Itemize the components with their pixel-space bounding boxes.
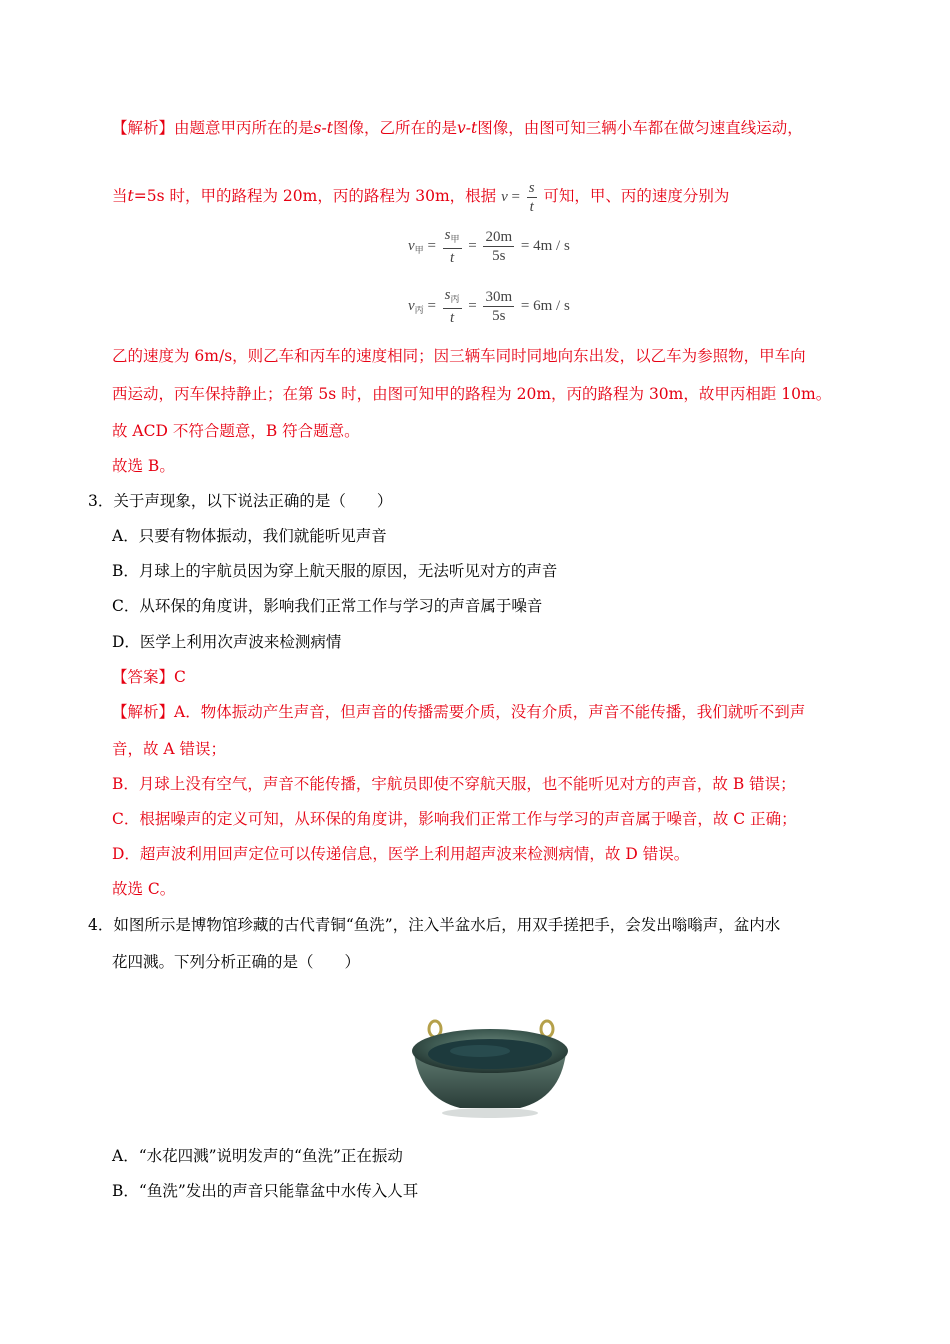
question-3-stem: 3．关于声现象，以下说法正确的是（ ） (88, 492, 393, 510)
question-3-analysis-1: 【解析】A．物体振动产生声音，但声音的传播需要介质，没有介质，声音不能传播，我们就听不到声 (112, 703, 806, 721)
question-4-option-b: B．“鱼洗”发出的声音只能靠盆中水传入人耳 (112, 1182, 419, 1200)
question-4-stem-2: 花四溅。下列分析正确的是（ ） (112, 953, 361, 971)
question-3-option-d: D．医学上利用次声波来检测病情 (112, 633, 342, 651)
question-3-analysis-2: 音，故 A 错误； (112, 740, 227, 758)
question-3-option-a: A．只要有物体振动，我们就能听见声音 (112, 527, 387, 545)
formula-bing: $v_丙$ = $\frac{s_丙}{t}$ = $\frac{30m}{5s}$ = 6m / s (408, 287, 570, 326)
analysis-line-4: 西运动，丙车保持静止；在第 5s 时，由图可知甲的路程为 20m，丙的路程为 30m，故甲丙相距 10m。 (112, 385, 832, 403)
question-3-analysis-4: C．根据噪声的定义可知，从环保的角度讲，影响我们正常工作与学习的声音属于噪音，故 C 正确； (112, 810, 797, 828)
question-3-analysis-5: D．超声波利用回声定位可以传递信息，医学上利用超声波来检测病情，故 D 错误。 (112, 845, 690, 863)
question-3-analysis-3: B．月球上没有空气，声音不能传播，宇航员即使不穿航天服，也不能听见对方的声音，故 B 错误； (112, 775, 796, 793)
analysis-conclusion: 故选 B。 (112, 457, 175, 475)
question-3-option-b: B．月球上的宇航员因为穿上航天服的原因，无法听见对方的声音 (112, 562, 558, 580)
formula-jia: $v_甲$ = $\frac{s_甲}{t}$ = $\frac{20m}{5s}$ = 4m / s (408, 227, 570, 266)
analysis-line-2: 当t=5s 时，甲的路程为 20m，丙的路程为 30m，根据 v = $\frac{s}{t}$ 可知，甲、丙的速度分别为 (112, 180, 730, 215)
question-4-stem-1: 4．如图所示是博物馆珍藏的古代青铜“鱼洗”，注入半盆水后，用双手搓把手，会发出嗡嗡声，盆内水 (88, 916, 781, 934)
bronze-basin-icon (400, 1013, 580, 1123)
question-3-option-c: C．从环保的角度讲，影响我们正常工作与学习的声音属于噪音 (112, 597, 543, 615)
velocity-formula: v = $\frac{s}{t}$ (501, 180, 535, 215)
question-3-conclusion: 故选 C。 (112, 880, 176, 898)
analysis-line-3: 乙的速度为 6m/s，则乙车和丙车的速度相同；因三辆车同时同地向东出发，以乙车为参照物，甲车向 (112, 347, 806, 365)
analysis-line-5: 故 ACD 不符合题意，B 符合题意。 (112, 422, 360, 440)
question-3-answer: 【答案】C (112, 668, 186, 686)
question-4-option-a: A．“水花四溅”说明发声的“鱼洗”正在振动 (112, 1147, 403, 1165)
analysis-line-1: 【解析】由题意甲丙所在的是s-t图像，乙所在的是v-t图像，由图可知三辆小车都在做匀速直线运动， (112, 119, 803, 137)
